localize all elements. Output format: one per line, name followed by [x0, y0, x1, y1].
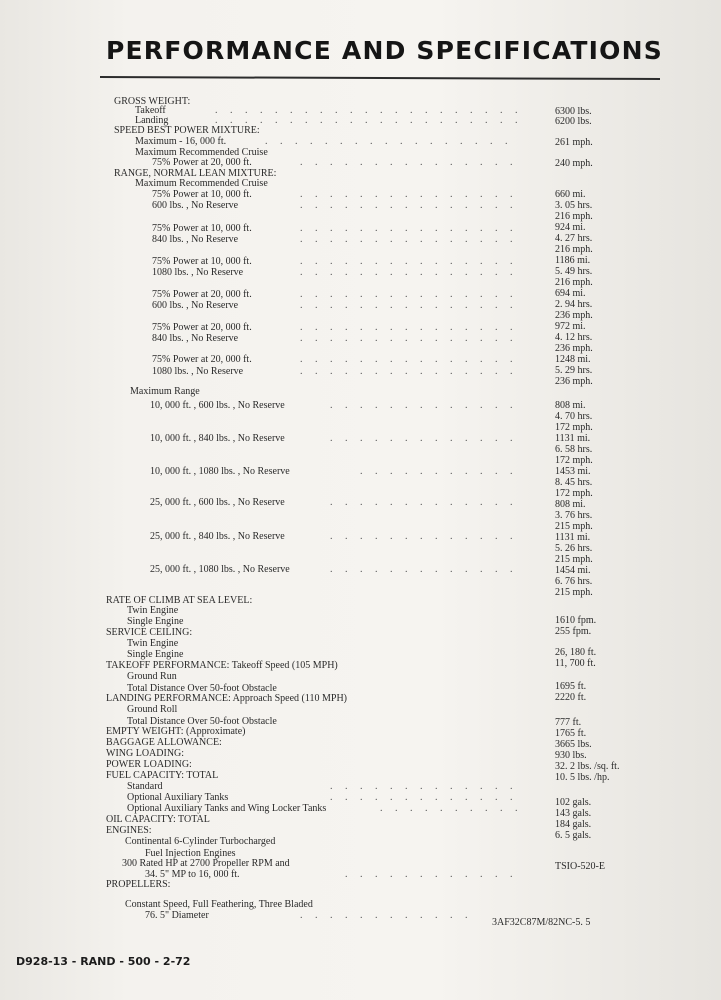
spec-value: 215 mph.: [555, 587, 593, 598]
spec-label: 300 Rated HP at 2700 Propeller RPM and: [122, 858, 290, 869]
spec-value: 6. 5 gals.: [555, 830, 592, 841]
spec-value: 236 mph.: [555, 376, 593, 387]
spec-value: 6. 58 hrs.: [555, 444, 593, 455]
leader-dots: . . . . . . . . . . . . . . .: [300, 223, 513, 234]
spec-label: Ground Run: [127, 671, 177, 682]
spec-label: 25, 000 ft. , 600 lbs. , No Reserve: [150, 497, 285, 508]
spec-value: 172 mph.: [555, 488, 593, 499]
leader-dots: . . . . . . . . . . . . . . . . . . . . .: [215, 115, 518, 126]
spec-value: 808 mi.: [555, 400, 586, 411]
spec-label: RANGE, NORMAL LEAN MIXTURE:: [114, 168, 277, 179]
spec-value: 694 mi.: [555, 288, 586, 299]
spec-label: OIL CAPACITY: TOTAL: [106, 814, 210, 825]
leader-dots: . . . . . . . . . . . . .: [330, 564, 513, 575]
leader-dots: . . . . . . . . . . . .: [345, 869, 513, 880]
spec-label: GROSS WEIGHT:: [114, 96, 191, 107]
spec-value: 660 mi.: [555, 189, 586, 200]
spec-value: 172 mph.: [555, 422, 593, 433]
leader-dots: . . . . . . . . . . . . .: [330, 497, 513, 508]
spec-value: 8. 45 hrs.: [555, 477, 593, 488]
spec-value: 930 lbs.: [555, 750, 587, 761]
spec-value: 255 fpm.: [555, 626, 592, 637]
leader-dots: . . . . . . . . . . . . . . .: [300, 157, 513, 168]
spec-label: TAKEOFF PERFORMANCE: Takeoff Speed (105 MPH): [106, 660, 338, 671]
spec-label: 75% Power at 20, 000 ft.: [152, 157, 252, 168]
spec-label: Standard: [127, 781, 163, 792]
spec-value: 3. 76 hrs.: [555, 510, 593, 521]
spec-value: 3AF32C87M/82NC-5. 5: [492, 917, 591, 928]
spec-value: 216 mph.: [555, 277, 593, 288]
spec-label: EMPTY WEIGHT: (Approximate): [106, 726, 246, 737]
spec-label: Constant Speed, Full Feathering, Three Bladed: [125, 899, 313, 910]
spec-value: TSIO-520-E: [555, 861, 605, 872]
spec-value: 4. 12 hrs.: [555, 332, 593, 343]
spec-label: Continental 6-Cylinder Turbocharged: [125, 836, 276, 847]
spec-label: POWER LOADING:: [106, 759, 192, 770]
spec-value: 143 gals.: [555, 808, 592, 819]
leader-dots: . . . . . . . . . . . . . . .: [300, 234, 513, 245]
spec-value: 236 mph.: [555, 310, 593, 321]
leader-dots: . . . . . . . . . . . . . . .: [300, 200, 513, 211]
spec-value: 6200 lbs.: [555, 116, 592, 127]
spec-label: Single Engine: [127, 649, 184, 660]
spec-label: 840 lbs. , No Reserve: [152, 333, 239, 344]
leader-dots: . . . . . . . . . . . . . . .: [300, 322, 513, 333]
leader-dots: . . . . . . . . . . . . . . .: [300, 267, 513, 278]
spec-value: 1454 mi.: [555, 565, 591, 576]
spec-value: 2220 ft.: [555, 692, 587, 703]
spec-label: 75% Power at 20, 000 ft.: [152, 289, 252, 300]
spec-label: 34. 5" MP to 16, 000 ft.: [145, 869, 240, 880]
page-title: PERFORMANCE AND SPECIFICATIONS: [106, 36, 663, 65]
spec-label: 840 lbs. , No Reserve: [152, 234, 239, 245]
leader-dots: . . . . . . . . . . . . . . .: [300, 366, 513, 377]
leader-dots: . . . . . . . . . . . . . . . . .: [265, 136, 508, 147]
spec-value: 1186 mi.: [555, 255, 591, 266]
spec-label: Takeoff: [135, 105, 166, 116]
spec-label: SPEED BEST POWER MIXTURE:: [114, 125, 260, 136]
spec-value: 1765 ft.: [555, 728, 587, 739]
leader-dots: . . . . . . . . . . . .: [300, 910, 468, 921]
spec-value: 1248 mi.: [555, 354, 591, 365]
spec-label: 1080 lbs. , No Reserve: [152, 267, 244, 278]
spec-label: Ground Roll: [127, 704, 178, 715]
leader-dots: . . . . . . . . . . .: [360, 466, 513, 477]
spec-value: 1131 mi.: [555, 532, 591, 543]
spec-label: RATE OF CLIMB AT SEA LEVEL:: [106, 595, 253, 606]
spec-value: 172 mph.: [555, 455, 593, 466]
spec-value: 4. 27 hrs.: [555, 233, 593, 244]
spec-value: 5. 26 hrs.: [555, 543, 593, 554]
spec-label: Total Distance Over 50-foot Obstacle: [127, 683, 277, 694]
spec-value: 26, 180 ft.: [555, 647, 597, 658]
spec-label: 600 lbs. , No Reserve: [152, 200, 239, 211]
spec-label: Total Distance Over 50-foot Obstacle: [127, 716, 277, 727]
spec-label: 75% Power at 10, 000 ft.: [152, 189, 252, 200]
spec-value: 215 mph.: [555, 521, 593, 532]
spec-label: Twin Engine: [127, 605, 179, 616]
spec-value: 5. 49 hrs.: [555, 266, 593, 277]
spec-label: LANDING PERFORMANCE: Approach Speed (110 MPH): [106, 693, 348, 704]
spec-value: 215 mph.: [555, 554, 593, 565]
leader-dots: . . . . . . . . . .: [380, 803, 518, 814]
spec-value: 216 mph.: [555, 244, 593, 255]
spec-label: 25, 000 ft. , 840 lbs. , No Reserve: [150, 531, 285, 542]
leader-dots: . . . . . . . . . . . . . . .: [300, 354, 513, 365]
spec-value: 5. 29 hrs.: [555, 365, 593, 376]
spec-label: Maximum Recommended Cruise: [135, 178, 268, 189]
spec-label: 10, 000 ft. , 1080 lbs. , No Reserve: [150, 466, 290, 477]
spec-value: 1453 mi.: [555, 466, 591, 477]
leader-dots: . . . . . . . . . . . . . . .: [300, 256, 513, 267]
leader-dots: . . . . . . . . . . . . . . .: [300, 289, 513, 300]
spec-value: 32. 2 lbs. /sq. ft.: [555, 761, 620, 772]
spec-value: 3665 lbs.: [555, 739, 592, 750]
spec-label: 10, 000 ft. , 600 lbs. , No Reserve: [150, 400, 285, 411]
leader-dots: . . . . . . . . . . . . . . .: [300, 333, 513, 344]
spec-label: 75% Power at 20, 000 ft.: [152, 354, 252, 365]
spec-label: Optional Auxiliary Tanks and Wing Locker Tanks: [127, 803, 327, 814]
spec-label: 1080 lbs. , No Reserve: [152, 366, 244, 377]
spec-value: 3. 05 hrs.: [555, 200, 593, 211]
spec-label: 600 lbs. , No Reserve: [152, 300, 239, 311]
spec-value: 216 mph.: [555, 211, 593, 222]
spec-label: 25, 000 ft. , 1080 lbs. , No Reserve: [150, 564, 290, 575]
spec-value: 6300 lbs.: [555, 106, 592, 117]
spec-value: 972 mi.: [555, 321, 586, 332]
leader-dots: . . . . . . . . . . . . .: [330, 400, 513, 411]
spec-value: 4. 70 hrs.: [555, 411, 593, 422]
leader-dots: . . . . . . . . . . . . .: [330, 531, 513, 542]
spec-label: Maximum - 16, 000 ft.: [135, 136, 227, 147]
spec-label: 75% Power at 10, 000 ft.: [152, 223, 252, 234]
spec-label: Landing: [135, 115, 169, 126]
spec-value: 1695 ft.: [555, 681, 587, 692]
spec-value: 1610 fpm.: [555, 615, 597, 626]
spec-value: 2. 94 hrs.: [555, 299, 593, 310]
spec-value: 240 mph.: [555, 158, 593, 169]
leader-dots: . . . . . . . . . . . . . . .: [300, 189, 513, 200]
spec-label: Fuel Injection Engines: [145, 848, 236, 859]
spec-value: 11, 700 ft.: [555, 658, 596, 669]
spec-label: FUEL CAPACITY: TOTAL: [106, 770, 219, 781]
spec-value: 236 mph.: [555, 343, 593, 354]
spec-value: 808 mi.: [555, 499, 586, 510]
spec-label: 10, 000 ft. , 840 lbs. , No Reserve: [150, 433, 285, 444]
leader-dots: . . . . . . . . . . . . . . .: [300, 300, 513, 311]
leader-dots: . . . . . . . . . . . . .: [330, 792, 513, 803]
spec-label: 75% Power at 20, 000 ft.: [152, 322, 252, 333]
spec-value: 1131 mi.: [555, 433, 591, 444]
leader-dots: . . . . . . . . . . . . . . . . . . . . .: [215, 105, 518, 116]
spec-label: Maximum Range: [130, 386, 200, 397]
spec-label: ENGINES:: [106, 825, 152, 836]
spec-label: Twin Engine: [127, 638, 179, 649]
spec-value: 184 gals.: [555, 819, 592, 830]
footer-code: D928-13 - RAND - 500 - 2-72: [16, 955, 191, 968]
spec-label: Maximum Recommended Cruise: [135, 147, 268, 158]
spec-value: 777 ft.: [555, 717, 582, 728]
leader-dots: . . . . . . . . . . . . .: [330, 433, 513, 444]
spec-value: 261 mph.: [555, 137, 593, 148]
spec-value: 102 gals.: [555, 797, 592, 808]
spec-label: PROPELLERS:: [106, 879, 171, 890]
spec-value: 924 mi.: [555, 222, 586, 233]
spec-label: SERVICE CEILING:: [106, 627, 193, 638]
spec-label: Optional Auxiliary Tanks: [127, 792, 229, 803]
spec-value: 6. 76 hrs.: [555, 576, 593, 587]
spec-label: 75% Power at 10, 000 ft.: [152, 256, 252, 267]
spec-label: 76. 5" Diameter: [145, 910, 209, 921]
spec-label: BAGGAGE ALLOWANCE:: [106, 737, 222, 748]
spec-label: Single Engine: [127, 616, 184, 627]
leader-dots: . . . . . . . . . . . . .: [330, 781, 513, 792]
spec-label: WING LOADING:: [106, 748, 185, 759]
spec-value: 10. 5 lbs. /hp.: [555, 772, 610, 783]
